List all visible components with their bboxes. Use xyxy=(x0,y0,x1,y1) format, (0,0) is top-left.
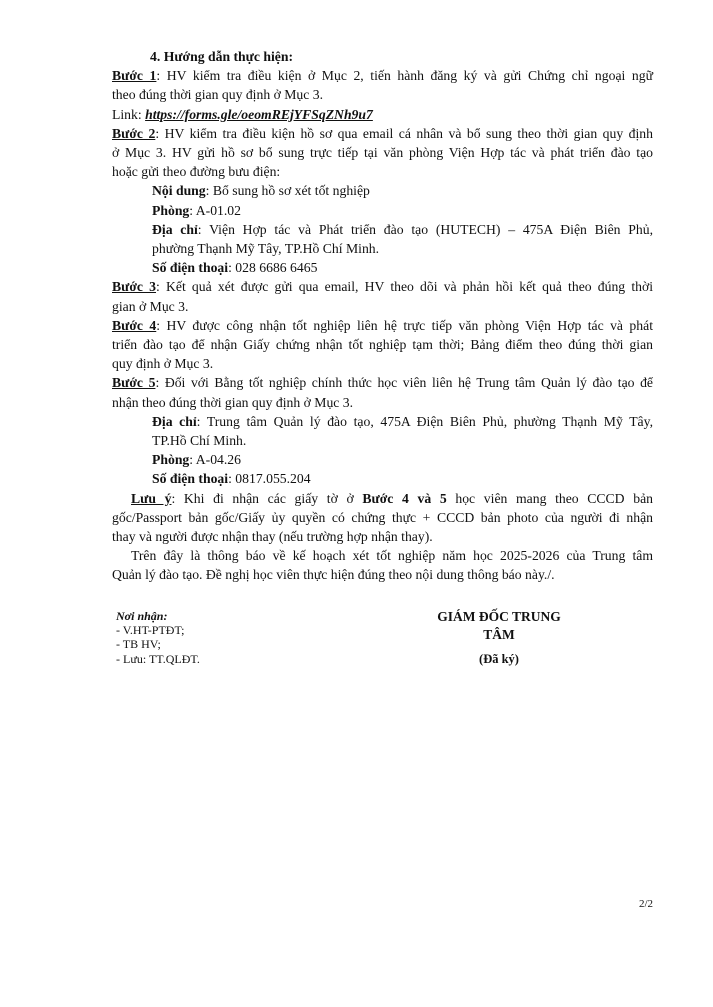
recipient-item: - TB HV; xyxy=(116,637,161,652)
step2-line2: ở Mục 3. HV gửi hồ sơ bổ sung trực tiếp tại văn phòng Viện Hợp tác và phát triển đào tạo xyxy=(112,145,653,161)
step3-line1: Bước 3: Kết quả xét được gửi qua email, HV theo dõi và phản hồi kết quả theo đúng thời xyxy=(112,279,654,295)
section-heading: 4. Hướng dẫn thực hiện: xyxy=(150,49,294,64)
step2-line3: hoặc gửi theo đường bưu điện: xyxy=(112,164,281,180)
step3-label: Bước 3 xyxy=(112,279,157,295)
note-line1: Lưu ý: Khi đi nhận các giấy tờ ở Bước 4 và 5 học viên mang theo CCCD bản xyxy=(131,490,653,506)
signature-block xyxy=(420,608,578,668)
form-link[interactable]: https://forms.gle/oeomREjYFSqZNh9u7 xyxy=(145,106,373,122)
recipient-item: - Lưu: TT.QLĐT. xyxy=(116,651,200,666)
step2-label: Bước 2 xyxy=(112,125,156,141)
closing-line1: Trên đây là thông báo về kế hoạch xét tốt nghiệp năm học 2025-2026 của Trung tâm xyxy=(131,548,653,564)
step4-line2: triển đào tạo để nhận Giấy chứng nhận tốt nghiệp tạm thời; Bảng điểm theo đúng thời gian xyxy=(112,337,653,353)
step2-phone: Số điện thoại: 028 6686 6465 xyxy=(152,260,318,276)
note-line3: thay và người được nhận thay (nếu trường hợp nhận thay). xyxy=(112,529,433,545)
step5-label: Bước 5 xyxy=(112,375,156,391)
recipients-title: Nơi nhận: xyxy=(116,609,168,623)
step5-room: Phòng: A-04.26 xyxy=(152,452,241,468)
step1-line2: theo đúng thời gian quy định ở Mục 3. xyxy=(112,87,324,103)
note-label: Lưu ý xyxy=(131,490,172,506)
step5-line1: Bước 5: Đối với Bằng tốt nghiệp chính thức học viên liên hệ Trung tâm Quản lý đào tạo để xyxy=(112,375,654,391)
closing-line2: Quản lý đào tạo. Đề nghị học viên thực hiện đúng theo nội dung thông báo này./. xyxy=(112,567,555,583)
recipients-block xyxy=(116,609,200,666)
recipient-item: - V.HT-PTĐT; xyxy=(116,623,185,638)
step2-content: Nội dung: Bổ sung hồ sơ xét tốt nghiệp xyxy=(152,183,370,199)
step3-line2: gian ở Mục 3. xyxy=(112,298,189,314)
note-line2: gốc/Passport bản gốc/Giấy ủy quyền có chứng thực + CCCD bản photo của người đi nhận xyxy=(112,509,653,525)
signature-title: GIÁM ĐỐC TRUNG TÂM xyxy=(437,609,561,642)
step5-phone: Số điện thoại: 0817.055.204 xyxy=(152,471,311,487)
page-number: 2/2 xyxy=(638,898,653,910)
step5-address-line2: TP.Hồ Chí Minh. xyxy=(152,433,247,449)
step5-line2: nhận theo đúng thời gian quy định ở Mục 3. xyxy=(112,394,354,410)
link-line: Link: https://forms.gle/oeomREjYFSqZNh9u7 xyxy=(112,106,373,122)
step5-address-line1: Địa chỉ: Trung tâm Quản lý đào tạo, 475A Điện Biên Phủ, phường Thạnh Mỹ Tây, xyxy=(152,413,654,429)
main-content xyxy=(112,47,653,585)
signature-status: (Đã ký) xyxy=(479,652,519,666)
step2-line1: Bước 2: HV kiểm tra điều kiện hồ sơ qua email cá nhân và bổ sung theo thời gian quy định xyxy=(112,125,653,141)
step2-address-line1: Địa chỉ: Viện Hợp tác và Phát triển đào tạo (HUTECH) – 475A Điện Biên Phủ, xyxy=(152,221,653,237)
step2-address-line2: phường Thạnh Mỹ Tây, TP.Hồ Chí Minh. xyxy=(152,241,380,257)
step4-label: Bước 4 xyxy=(112,317,157,333)
step4-line1: Bước 4: HV được công nhận tốt nghiệp liên hệ trực tiếp văn phòng Viện Hợp tác và phát xyxy=(112,317,653,333)
step1-line1: Bước 1: HV kiểm tra điều kiện ở Mục 2, tiến hành đăng ký và gửi Chứng chỉ ngoại ngữ xyxy=(112,68,654,84)
step2-room: Phòng: A-01.02 xyxy=(152,202,241,218)
step4-line3: quy định ở Mục 3. xyxy=(112,356,214,372)
step1-label: Bước 1 xyxy=(112,68,157,84)
